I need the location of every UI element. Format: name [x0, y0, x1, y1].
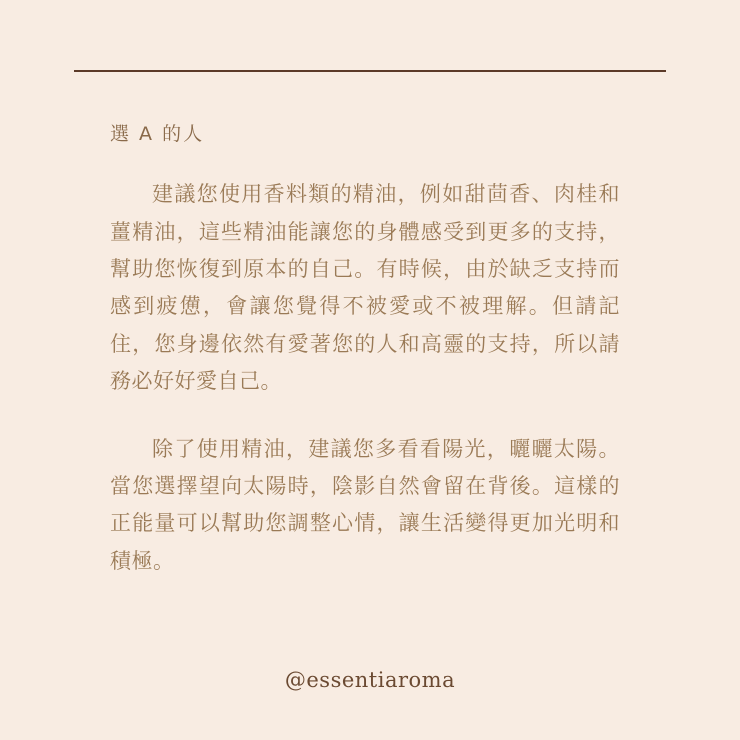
document-body — [110, 118, 620, 602]
paragraph-1: 建議您使用香料類的精油，例如甜茴香、肉桂和薑精油，這些精油能讓您的身體感受到更多的支持，幫助您恢復到原本的自己。有時候，由於缺乏支持而感到疲憊，會讓您覺得不被愛或不被理解。但請記住，您身邊依然有愛著您的人和高靈的支持，所以請務必好好愛自己。 — [110, 182, 620, 394]
account-handle: @essentiaroma — [284, 668, 456, 692]
page-title: 選 A 的人 — [110, 123, 205, 145]
top-divider — [74, 70, 666, 72]
paragraph-2: 除了使用精油，建議您多看看陽光，曬曬太陽。當您選擇望向太陽時，陰影自然會留在背後。這樣的正能量可以幫助您調整心情，讓生活變得更加光明和積極。 — [110, 436, 620, 573]
